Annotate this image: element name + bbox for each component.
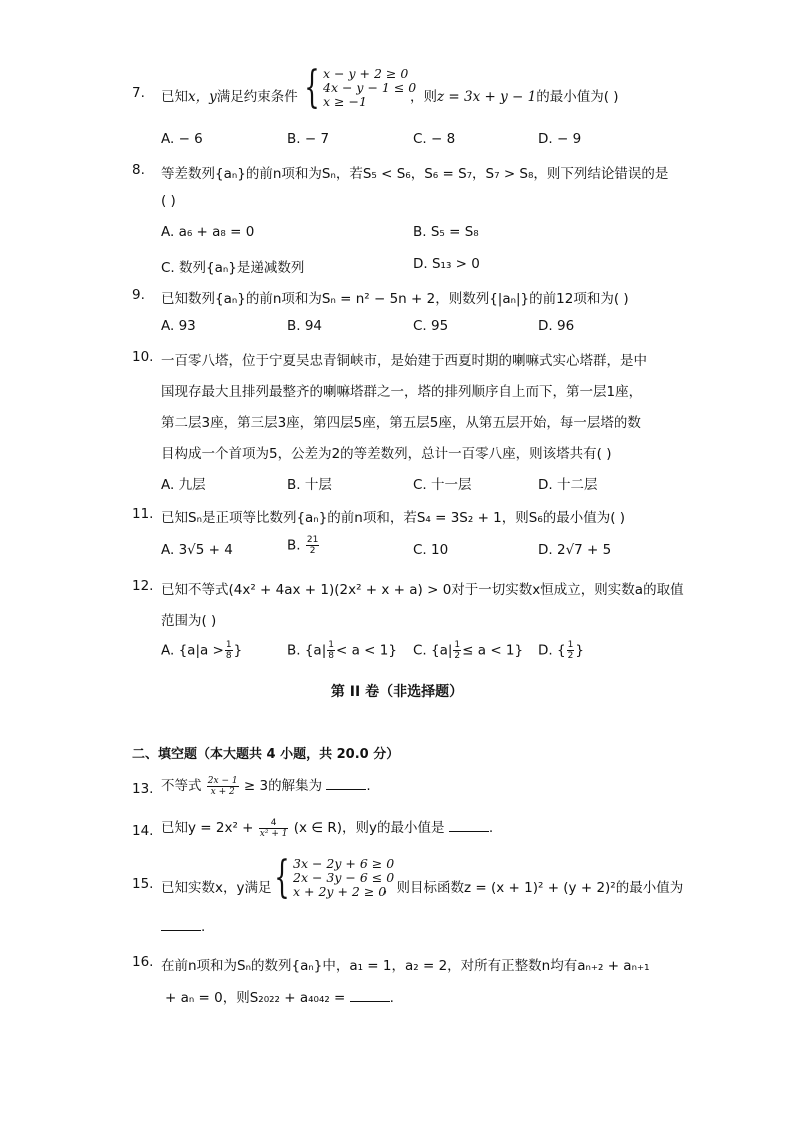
- option-c: C. 十一层: [413, 477, 472, 493]
- constraint-line: x − y + 2 ≥ 0: [323, 66, 409, 81]
- constraint-line: 4x − y − 1 ≤ 0: [323, 80, 417, 95]
- question-text: 不等式 $\frac{2x - 1}{x + 2}$ ≥ 3的解集为 .: [161, 775, 371, 797]
- section-heading: 二、填空题（本大题共 4 小题，共 20.0 分）: [132, 747, 400, 762]
- question-text: 已知Sₙ是正项等比数列{aₙ}的前n项和，若S₄ = 3S₂ + 1，则S₆的最小值为( ): [161, 510, 626, 526]
- question-text-line: 一百零八塔，位于宁夏吴忠青铜峡市，是始建于西夏时期的喇嘛式实心塔群，是中: [161, 353, 647, 369]
- option-a: A. 九层: [161, 477, 206, 493]
- question-number: 10.: [132, 349, 154, 365]
- question-text-line2: + aₙ = 0，则S₂₀₂₂ + a₄₀₄₂ = .: [165, 990, 394, 1006]
- option-a: A. 3√5 + 4: [161, 542, 233, 558]
- question-number: 7.: [132, 85, 145, 101]
- part-2-title: 第 II 卷（非选择题）: [330, 684, 464, 700]
- question-number: 16.: [132, 954, 154, 970]
- option-a: A. − 6: [161, 131, 203, 147]
- question-text-line2: 范围为( ): [161, 613, 217, 629]
- question-text: 已知数列{aₙ}的前n项和为Sₙ = n² − 5n + 2，则数列{|aₙ|}的前12项和为( ): [161, 291, 629, 307]
- option-a: A. {a|a > $\frac{1}{8}$ }: [161, 640, 243, 661]
- question-text: 已知不等式(4x² + 4ax + 1)(2x² + x + a) > 0对于一切实数x恒成立，则实数a的取值: [161, 582, 684, 598]
- constraint-line: 3x − 2y + 6 ≥ 0: [293, 856, 395, 871]
- option-b: B. S₅ = S₈: [413, 224, 479, 240]
- answer-blank: [449, 819, 489, 832]
- option-c: C. 数列{aₙ}是递减数列: [161, 260, 305, 276]
- question-text-suffix: ，则z = 3x + y − 1的最小值为( ): [410, 89, 619, 105]
- constraint-line: x + 2y + 2 ≥ 0: [293, 884, 387, 899]
- option-a: A. 93: [161, 318, 196, 334]
- option-d: D. { $\frac{1}{2}$ }: [538, 640, 584, 661]
- option-d: D. 2√7 + 5: [538, 542, 612, 558]
- question-text-line: 国现存最大且排列最整齐的喇嘛塔群之一，塔的排列顺序自上而下，第一层1座，: [161, 384, 643, 400]
- constraint-line: 2x − 3y − 6 ≤ 0: [293, 870, 395, 885]
- option-a: A. a₆ + a₈ = 0: [161, 224, 255, 240]
- question-number: 8.: [132, 162, 145, 178]
- option-c: C. 10: [413, 542, 449, 558]
- answer-blank: [326, 777, 366, 790]
- option-b: B. 十层: [287, 477, 332, 493]
- question-text-line: 目构成一个首项为5，公差为2的等差数列，总计一百零八座，则该塔共有( ): [161, 446, 612, 462]
- answer-blank: [161, 918, 201, 931]
- question-text-prefix: 已知x，y满足约束条件: [161, 89, 298, 105]
- question-number: 15.: [132, 876, 154, 892]
- option-b: B. 94: [287, 318, 323, 334]
- option-d: D. − 9: [538, 131, 582, 147]
- answer-line: .: [161, 918, 205, 935]
- option-d: D. 96: [538, 318, 575, 334]
- question-number: 13.: [132, 781, 154, 797]
- option-d: D. S₁₃ > 0: [413, 256, 480, 272]
- question-text-prefix: 已知实数x，y满足: [161, 880, 272, 896]
- question-text-suffix: ，则目标函数z = (x + 1)² + (y + 2)²的最小值为: [383, 880, 684, 896]
- option-d: D. 十二层: [538, 477, 598, 493]
- answer-blank: [350, 989, 390, 1002]
- option-c: C. 95: [413, 318, 449, 334]
- question-number: 11.: [132, 506, 154, 522]
- question-text: 已知y = 2x² + $\frac{4}{\text{x² + 1}}$ (x ∈ R)，则y的最小值是 .: [161, 817, 494, 839]
- question-text: 在前n项和为Sₙ的数列{aₙ}中，a₁ = 1，a₂ = 2，对所有正整数n均有aₙ₊₂ + aₙ₊₁: [161, 958, 650, 974]
- option-c: C. {a| $\frac{1}{2}$ ≤ a < 1}: [413, 640, 524, 661]
- constraint-system: { 3x − 2y + 6 ≥ 0 2x − 3y − 6 ≤ 0 x + 2y + 2 ≥ 0: [274, 852, 395, 903]
- constraint-line: x ≥ −1: [323, 94, 367, 109]
- question-text-line2: ( ): [161, 193, 176, 209]
- option-b: B. $\frac{21}{2}$: [287, 535, 319, 556]
- question-number: 14.: [132, 823, 154, 839]
- question-number: 9.: [132, 287, 145, 303]
- option-b: B. {a| $\frac{1}{8}$ < a < 1}: [287, 640, 397, 661]
- question-text-line: 第二层3座，第三层3座，第四层5座，第五层5座，从第五层开始，每一层塔的数: [161, 415, 641, 431]
- question-number: 12.: [132, 578, 154, 594]
- option-b: B. − 7: [287, 131, 330, 147]
- question-text: 等差数列{aₙ}的前n项和为Sₙ，若S₅ < S₆，S₆ = S₇，S₇ > S₈，则下列结论错误的是: [161, 166, 669, 182]
- constraint-system: { x − y + 2 ≥ 0 4x − y − 1 ≤ 0 x ≥ −1: [304, 62, 417, 113]
- option-c: C. − 8: [413, 131, 456, 147]
